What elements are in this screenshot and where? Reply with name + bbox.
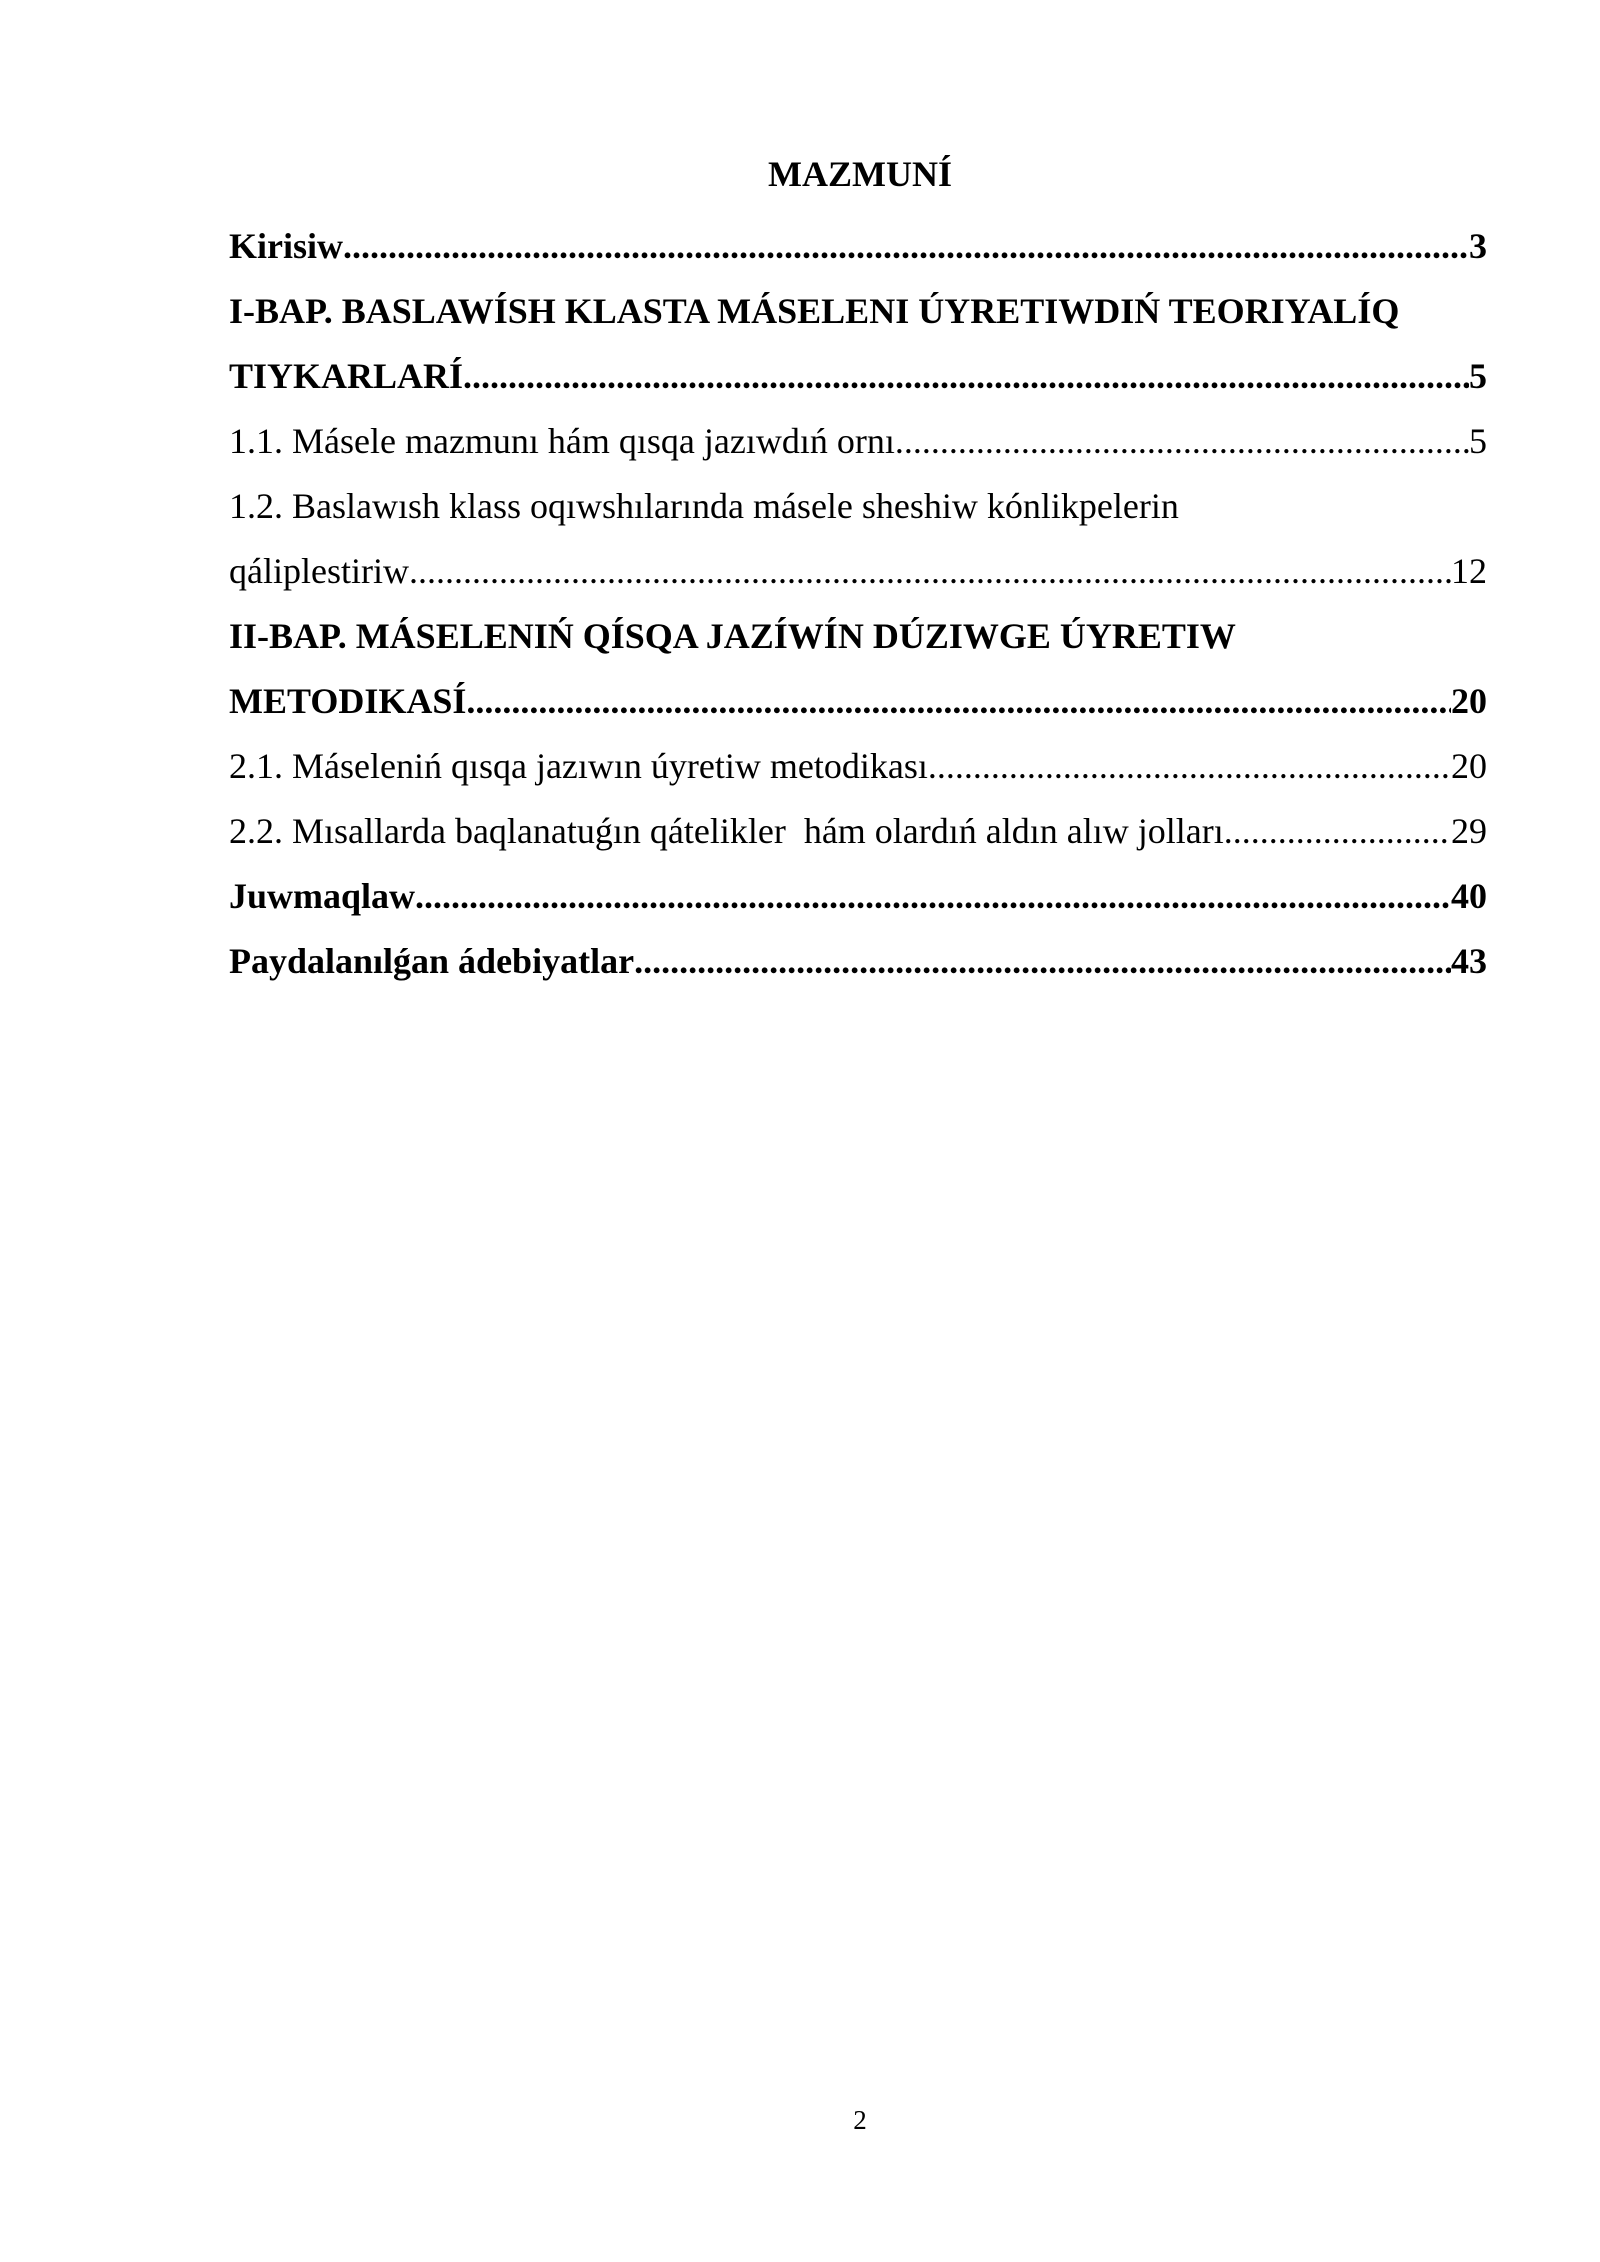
toc-entry-chapter-2[interactable] [229, 669, 1487, 734]
toc-entry-page: 3 [1469, 226, 1487, 266]
toc-entry-text: Juwmaqlaw [229, 876, 416, 916]
toc-entry-page: 43 [1451, 941, 1487, 981]
toc-entry-section-1-2[interactable] [229, 539, 1487, 604]
dot-leader [463, 344, 1469, 409]
toc-entry-page: 29 [1451, 811, 1487, 851]
toc-entry-text: METODIKASÍ [229, 681, 467, 721]
toc-entry-text: II-BAP. MÁSELENIŃ QÍSQA JAZÍWÍN DÚZIWGE ÚYRETIW [229, 616, 1236, 656]
dot-leader [928, 734, 1451, 799]
dot-leader [634, 929, 1451, 994]
dot-leader [415, 864, 1451, 929]
toc-entry-section-1-1[interactable] [229, 409, 1487, 474]
toc-title: MAZMUNÍ [768, 154, 952, 194]
toc-entry-text: 1.2. Baslawısh klass oqıwshılarında másele sheshiw kónlikpelerin [229, 486, 1179, 526]
toc-entry-page: 40 [1451, 876, 1487, 916]
toc-entry-text: Kirisiw [229, 226, 343, 266]
toc-entry-text: Paydalanılǵan ádebiyatlar [229, 941, 635, 981]
dot-leader [1224, 799, 1451, 864]
dot-leader [895, 409, 1469, 474]
toc-entry-conclusion[interactable] [229, 864, 1487, 929]
toc-entry-chapter-1-heading[interactable] [229, 279, 1487, 344]
toc-entry-page: 20 [1451, 746, 1487, 786]
page-number: 2 [853, 2105, 867, 2135]
toc-entry-text: 2.2. Mısallarda baqlanatuǵın qátelikler hám olardıń aldın alıw jolları [229, 811, 1224, 851]
toc-entry-chapter-2-heading[interactable] [229, 604, 1487, 669]
toc-entry-page: 5 [1469, 356, 1487, 396]
toc-entry-section-2-1[interactable] [229, 734, 1487, 799]
toc-entry-chapter-1[interactable] [229, 344, 1487, 409]
toc-entry-text: qáliplestiriw [229, 551, 409, 591]
dot-leader [466, 669, 1451, 734]
toc-entry-section-1-2-heading[interactable] [229, 474, 1487, 539]
toc-entry-text: 1.1. Másele mazmunı hám qısqa jazıwdıń ornı [229, 421, 895, 461]
toc-entry-page: 12 [1451, 551, 1487, 591]
toc-entry-text: I-BAP. BASLAWÍSH KLASTA MÁSELENI ÚYRETIWDIŃ TEORIYALÍQ [229, 291, 1400, 331]
toc-entry-introduction[interactable] [229, 214, 1487, 279]
toc-entry-section-2-2[interactable] [229, 799, 1487, 864]
toc-entry-text: 2.1. Máseleniń qısqa jazıwın úyretiw metodikası [229, 746, 928, 786]
toc-entry-page: 20 [1451, 681, 1487, 721]
dot-leader [409, 539, 1451, 604]
toc-entry-references[interactable] [229, 929, 1487, 994]
toc-entry-page: 5 [1469, 421, 1487, 461]
dot-leader [343, 214, 1469, 279]
table-of-contents [229, 214, 1487, 994]
toc-entry-text: TIYKARLARÍ [229, 356, 464, 396]
